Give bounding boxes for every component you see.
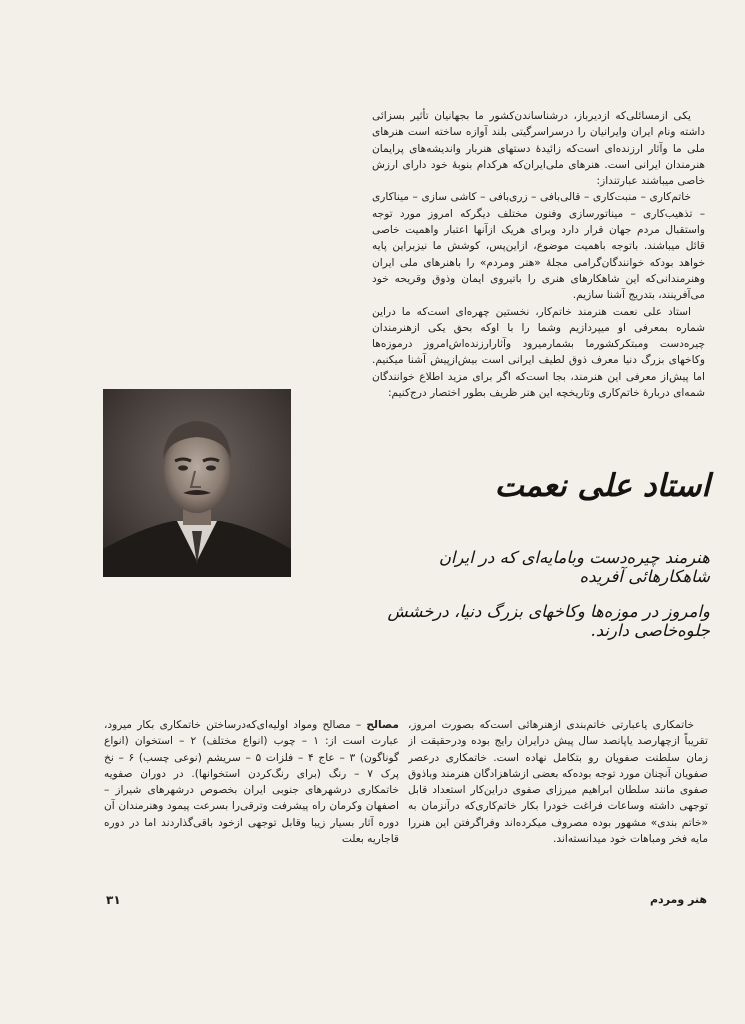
calligraphy-title: استاد علی نعمت	[494, 468, 710, 504]
magazine-name: هنر ومردم	[650, 893, 707, 906]
intro-paragraph-1: یکی ازمسائلی‌که ازدیرباز، درشناساندن‌کشور ما بجهانیان تأثیر بسزائی داشته ونام ایران وایرانیان را درسراسرگیتی بلند آوازه ساخته است هنرهای ملی ما وآثار ارزنده‌ای است‌که زائیدهٔ دستهای هنربار واندیشه‌های پرایمان هنرمندان ایرانی است. هنرهای ملی‌ایران‌که هرکدام بنوبهٔ خود دارای ارزش خاصی میباشند عبارتنداز:	[372, 110, 705, 188]
article-column-right	[408, 717, 708, 877]
intro-paragraph-3: استاد علی نعمت هنرمند خاتم‌کار، نخستین چهره‌ای است‌که ما دراین شماره بمعرفی او میپردازیم وشما را با او‌که بحق یکی ازهنرمندان چیره‌دست ومبتکرکشورما بشمارمیرود وآثارارزنده‌اش‌امروز درموزه‌ها وکاخهای بزرگ دنیا معرف ذوق لطیف ایرانی است بیش‌ازپیش آشنا میکنیم. اما پیش‌از معرفی این هنرمند، بجا است‌که اگر برای مزید اطلاع خوانندگان شمه‌ای دربارهٔ خاتم‌کاری وتاریخچه این هنر ظریف بطور اختصار درج‌کنیم:	[372, 305, 705, 400]
column-right-paragraph: خاتمکاری یاعبارتی خاتم‌بندی ازهنرهائی است‌که بصورت امروز، تقریباً ازچهارصد یاپانصد سال پیش درایران رایج بوده ودرحقیقت از زمان سلطنت صفویان رو بتکامل نهاده است. خاتمکاری درعصر صفویان آنچنان مورد توجه بوده‌که بعضی ازشاهزادگان هنرمند وباذوق صفوی مانند سلطان ابراهیم میرزای صفوی دراین‌کار استعداد قابل توجهی داشته وساعات فراغت خودرا بکار خاتم‌کاری‌که درآنزمان به «خاتم بندی» مشهور بوده مصروف میکرده‌اند وفراگرفتن این هنررا مایه فخر ومباهات خود میدانسته‌اند.	[408, 719, 708, 846]
intro-article-text	[372, 108, 705, 406]
portrait-illustration	[103, 389, 291, 577]
portrait-photo	[103, 389, 291, 577]
page-number: ۳۱	[106, 893, 121, 907]
article-column-left	[104, 717, 399, 877]
intro-paragraph-2: خاتم‌کاری – منبت‌کاری – قالی‌بافی – زری‌بافی – کاشی سازی – میناکاری – تذهیب‌کاری – میناتورسازی وفنون مختلف دیگر‌که امروز مورد توجه واستقبال مردم جهان قرار دارد وبرای هریک ازآنها اعتبار واهمیت خاصی قائل میباشند. باتوجه باهمیت موضوع، ازاین‌پس، کوشش ما نیزبراین پایه خواهد بودکه خوانندگان‌گرامی مجلهٔ «هنر ومردم» را باهنرهای ملی ایران وهنرمندانی‌که این شاهکارهای هنری را باتیروی ایمان وذوق وقریحه خود می‌آفرینند، بتدریج آشنا سازیم.	[372, 191, 705, 302]
column-left-paragraph: مصالح – مصالح ومواد اولیه‌ای‌که‌درساختن خاتمکاری بکار میرود، عبارت است از: ۱ – چوب (انواع مختلف) ۲ – استخوان (انواع گوناگون) ۳ – عاج ۴ – فلزات ۵ – سریشم (نوعی چسب) ۶ – نخ پرک ۷ – رنگ (برای رنگ‌کردن استخوانها). در دوران صفویه خاتمکاری درشهرهای جنوبی ایران بخصوص درشهرهای شیراز – اصفهان وکرمان راه پیشرفت وترقی‌را بسرعت پیمود وهنرمندان آن دوره آثار بسیار زیبا وقابل توجهی ازخود باقی‌گذاردند اما در دوره قاجاریه بعلت	[104, 719, 399, 846]
materials-heading: مصالح	[366, 719, 399, 731]
calligraphy-caption-line-1: هنرمند چیره‌دست وبامایه‌ای که در ایران شاهکارهائی آفریده	[438, 548, 710, 586]
calligraphy-caption-line-2: وامروز در موزه‌ها وکاخهای بزرگ دنیا، درخشش جلوه‌خاصی دارند.	[387, 602, 710, 640]
